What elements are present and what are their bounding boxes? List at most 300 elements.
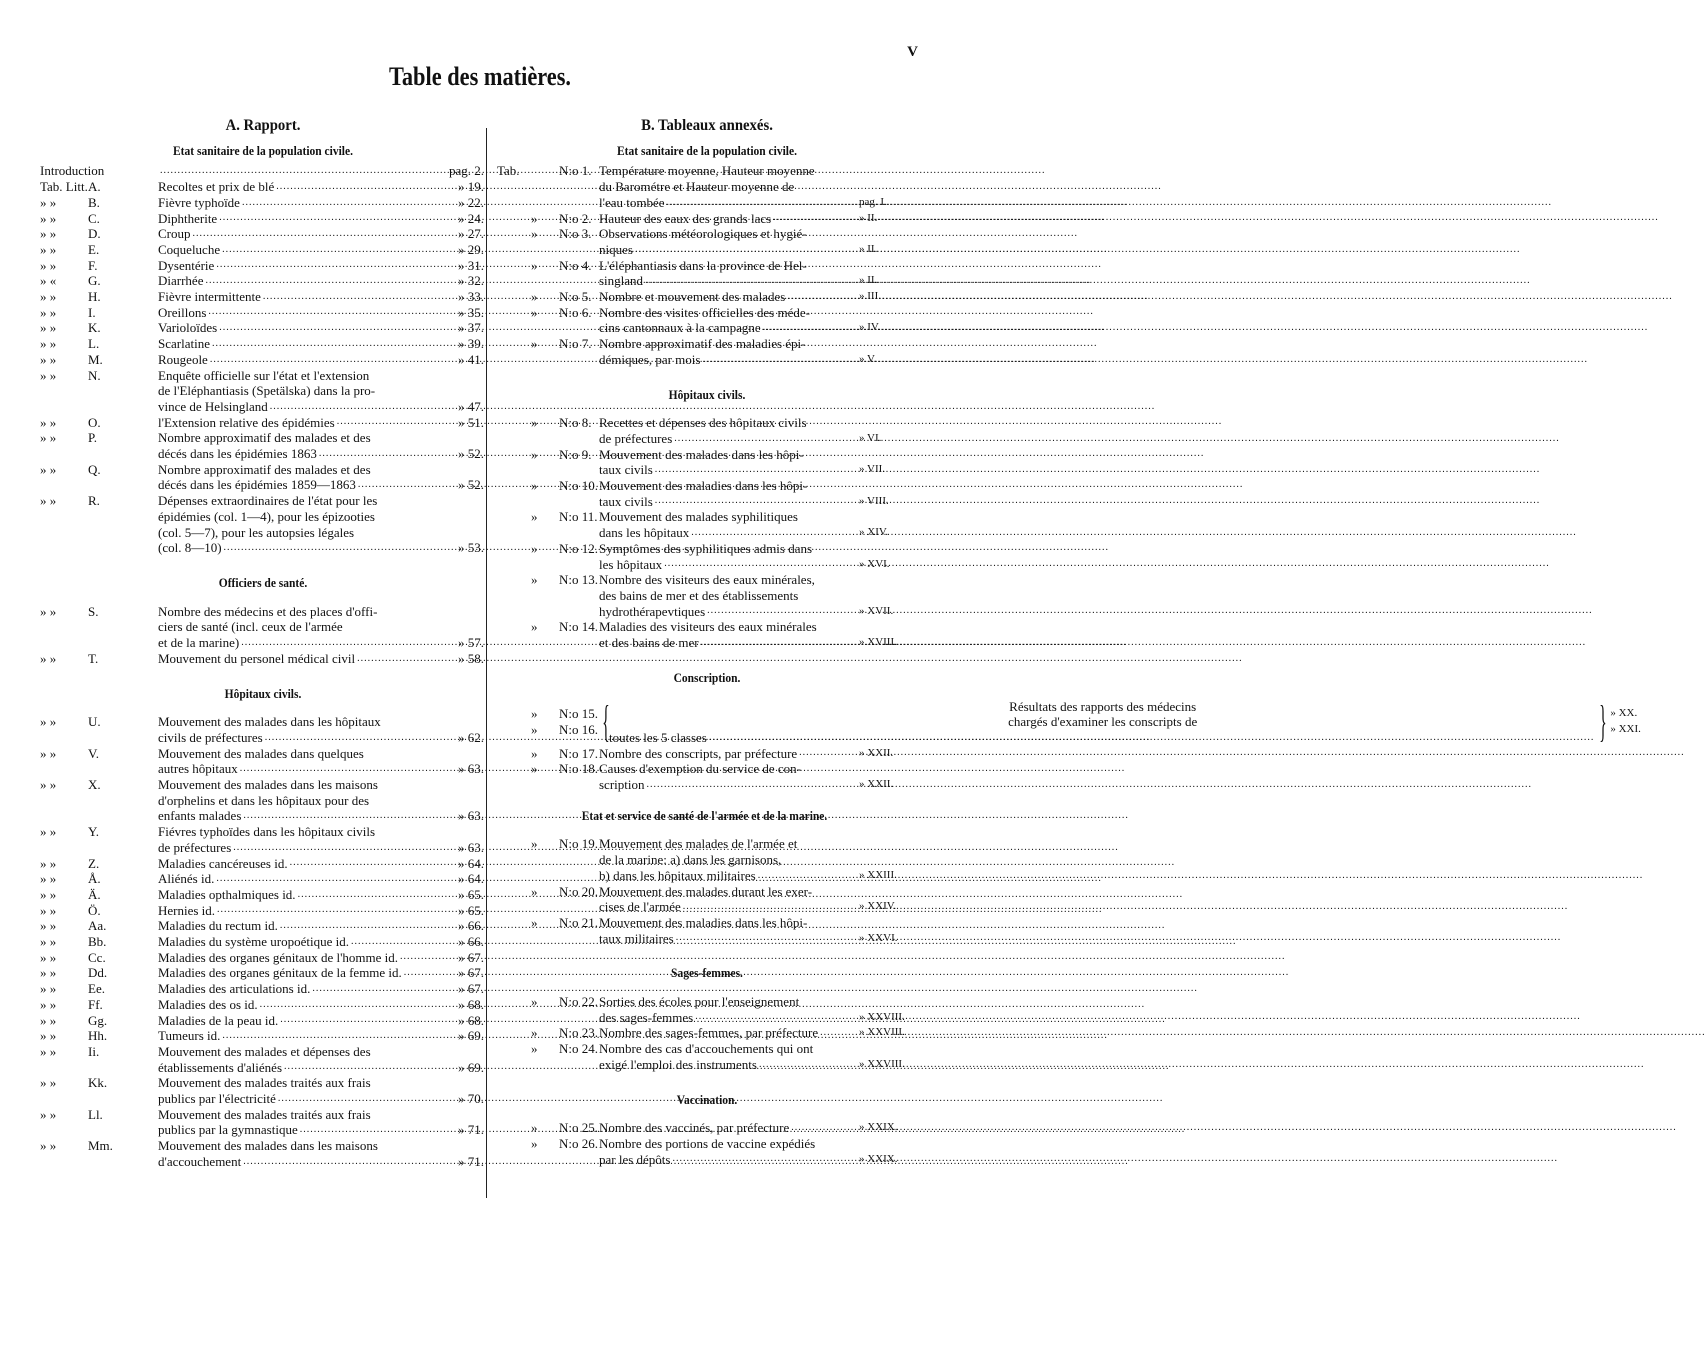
- right-column: [497, 117, 1641, 1167]
- toc-entry: [40, 903, 486, 919]
- ditto-mark: »: [531, 1120, 538, 1136]
- table-marker: » »: [40, 949, 57, 965]
- leader-dots: [655, 465, 853, 475]
- leader-dots: [222, 1031, 428, 1041]
- page-ref: » 65.: [458, 886, 484, 902]
- toc-entry: [497, 226, 917, 257]
- entry-text-line: l'eau tombée: [599, 194, 665, 210]
- table-number: N:o 13.: [559, 572, 598, 588]
- entry-text: [158, 430, 430, 461]
- table-marker: » »: [40, 194, 57, 210]
- leader-dots: [787, 292, 853, 302]
- entry-text: [158, 258, 430, 274]
- page-ref: » XXIX.: [859, 1121, 898, 1134]
- leader-dots: [695, 1012, 853, 1022]
- page-ref: » 52.: [458, 477, 484, 493]
- entry-text: [599, 572, 855, 619]
- entry-last-line: [158, 1013, 430, 1029]
- section-heading: Hôpitaux civils.: [668, 387, 746, 402]
- toc-entry: [40, 1107, 486, 1138]
- ditto-mark: »: [531, 1041, 538, 1057]
- leader-dots: [217, 905, 428, 915]
- entry-text: [158, 871, 430, 887]
- leader-dots: [284, 1062, 428, 1072]
- leader-dots: [216, 874, 428, 884]
- entry-text-line: (col. 5—7), pour les autopsies légales: [158, 524, 355, 540]
- entry-last-line: [158, 934, 430, 950]
- left-column: [40, 118, 486, 1170]
- entry-text-line: exigé l'emploi des instruments: [599, 1056, 757, 1072]
- entry-text-line: singland: [599, 273, 644, 289]
- entry-text: [158, 824, 430, 855]
- toc-entry: [497, 836, 917, 883]
- table-marker: [497, 706, 531, 722]
- toc-entry: [40, 777, 486, 824]
- entry-text: [158, 981, 430, 997]
- table-letter: X.: [88, 777, 101, 793]
- entry-last-line: [158, 1060, 430, 1076]
- ditto-mark: »: [531, 336, 538, 352]
- entry-text-line: vince de Helsingland: [158, 398, 268, 414]
- leader-dots: [702, 355, 853, 365]
- table-letter: R.: [88, 493, 100, 509]
- entry-text-line: Recettes et dépenses des hôpitaux civils: [599, 415, 807, 431]
- entry-text: [158, 950, 430, 966]
- page-ref: » 29.: [458, 241, 484, 257]
- entry-text-line: enfants malades: [158, 808, 242, 824]
- page-ref: pag. 2.: [448, 163, 484, 179]
- toc-entry: [40, 887, 486, 903]
- entry-last-line: [599, 746, 855, 762]
- entry-text-line: Coqueluche: [158, 241, 221, 257]
- section-heading: Etat sanitaire de la population civile.: [617, 143, 797, 158]
- table-number: N:o 10.: [559, 478, 598, 494]
- entry-last-line: [158, 730, 430, 746]
- entry-text: [158, 934, 430, 950]
- entry-text-line: taux civils: [599, 462, 653, 478]
- entry-last-line: [158, 273, 430, 289]
- entry-text: [158, 651, 430, 667]
- ditto-mark: »: [531, 540, 538, 556]
- leader-dots: [820, 1028, 853, 1038]
- entry-text: [158, 1013, 430, 1029]
- entry-text-line: établissements d'aliénés: [158, 1059, 283, 1075]
- page-ref: » 41.: [458, 351, 484, 367]
- toc-entry: [497, 447, 917, 478]
- table-number: N:o 20.: [559, 883, 598, 899]
- table-letter: Cc.: [88, 949, 106, 965]
- table-letter: Ee.: [88, 981, 105, 997]
- leader-dots: [260, 1000, 428, 1010]
- toc-entry: [40, 856, 486, 872]
- entry-last-line: [158, 918, 430, 934]
- table-marker: » »: [40, 886, 57, 902]
- page-ref: » XVII.: [859, 604, 894, 617]
- leader-dots: [243, 1157, 428, 1167]
- ditto-mark: »: [531, 1135, 538, 1151]
- entry-last-line: [158, 320, 430, 336]
- page-ref: » 71.: [458, 1153, 484, 1169]
- table-marker: » »: [40, 934, 57, 950]
- leader-dots: [224, 543, 428, 553]
- entry-last-line: [599, 899, 855, 915]
- page-ref: » 66.: [458, 934, 484, 950]
- entry-text-line: Maladies du système uropoétique id.: [158, 934, 349, 950]
- table-letter: O.: [88, 414, 101, 430]
- page-ref: » XX.: [1610, 707, 1638, 720]
- ditto-mark: »: [531, 1025, 538, 1041]
- entry-last-line: [158, 477, 430, 493]
- entry-text-line: cins cantonnaux à la campagne: [599, 320, 761, 336]
- entry-last-line: [599, 1057, 855, 1073]
- table-letter: F.: [88, 257, 98, 273]
- entry-text-line: Observations météorologiques et hygié-: [599, 226, 807, 242]
- entry-last-line: [599, 242, 855, 258]
- entry-last-line: [599, 557, 855, 573]
- entry-last-line: [158, 1122, 430, 1138]
- entry-last-line: [158, 965, 430, 981]
- leader-dots: [404, 968, 428, 978]
- toc-entry: [497, 761, 917, 792]
- entry-text: [158, 242, 430, 258]
- entry-text: [599, 211, 855, 227]
- leader-dots: [276, 182, 428, 192]
- entry-text: [158, 887, 430, 903]
- ditto-mark: »: [531, 619, 538, 635]
- leader-dots: [791, 1123, 853, 1133]
- entry-text-line: Symptômes des syphilitiques admis dans: [599, 540, 813, 556]
- page-ref: » XXII.: [859, 746, 894, 759]
- entry-last-line: [158, 840, 430, 856]
- page-ref: » XXI.: [1610, 723, 1641, 736]
- leader-dots: [242, 198, 428, 208]
- entry-text: [158, 1075, 430, 1106]
- table-marker: » »: [40, 1106, 57, 1122]
- entry-text-line: Nombre des portions de vaccine expédiés: [599, 1135, 816, 1151]
- entry-text: [158, 289, 430, 305]
- ditto-mark: »: [531, 257, 538, 273]
- leader-dots: [799, 748, 853, 758]
- toc-entry: [497, 1025, 917, 1041]
- table-letter: Kk.: [88, 1075, 108, 1091]
- entry-text-line: Nombre des conscripts, par préfecture: [599, 745, 798, 761]
- table-number: N:o 16.: [559, 722, 598, 738]
- entry-last-line: [158, 856, 430, 872]
- entry-text-line: b) dans les hôpitaux militaires: [599, 867, 756, 883]
- table-number: N:o 12.: [559, 540, 598, 556]
- entry-text: [599, 1041, 855, 1072]
- table-number: N:o 3.: [559, 226, 592, 242]
- entry-last-line: [158, 651, 430, 667]
- toc-entry: [497, 289, 917, 305]
- page-ref: » 19.: [458, 179, 484, 195]
- table-letter: Ii.: [88, 1043, 100, 1059]
- toc-entry: [40, 305, 486, 321]
- table-letter: Ll.: [88, 1106, 103, 1122]
- entry-text: [158, 903, 430, 919]
- table-number: N:o 14.: [559, 619, 598, 635]
- entry-last-line: [158, 336, 430, 352]
- toc-entry: [40, 918, 486, 934]
- ditto-mark: »: [531, 883, 538, 899]
- entry-last-line: [599, 195, 855, 211]
- entry-text-line: par les dépôts: [599, 1151, 671, 1167]
- table-letter: Bb.: [88, 934, 107, 950]
- table-number: N:o 11.: [559, 509, 598, 525]
- page-ref: » 58.: [458, 650, 484, 666]
- toc-entry: [497, 1136, 917, 1167]
- ditto-mark: »: [531, 210, 538, 226]
- entry-text-line: Maladies du rectum id.: [158, 918, 278, 934]
- entry-text-line: Fiévres typhoïdes dans les hôpitaux civils: [158, 824, 376, 840]
- entry-text: [158, 714, 430, 745]
- table-marker: » »: [40, 1012, 57, 1028]
- toc-entry: [40, 242, 486, 258]
- table-marker: [497, 722, 531, 738]
- leader-dots: [664, 559, 853, 569]
- entry-text-line: Maladies des organes génitaux de la femme id.: [158, 965, 402, 981]
- entry-text: [599, 619, 855, 650]
- toc-entry: [40, 430, 486, 461]
- ditto-mark: »: [531, 706, 538, 722]
- entry-last-line: [158, 352, 430, 368]
- entry-last-line: [158, 305, 430, 321]
- toc-entry: [40, 997, 486, 1013]
- entry-text: [158, 352, 430, 368]
- table-letter: L.: [88, 336, 100, 352]
- table-marker: Tab. Litt.: [40, 179, 88, 195]
- entry-text: [158, 211, 430, 227]
- entry-last-line: [158, 950, 430, 966]
- entry-last-line: [158, 903, 430, 919]
- entry-text-line: hydrothérapevtiques: [599, 603, 706, 619]
- leader-dots: [233, 843, 428, 853]
- table-marker: » »: [40, 241, 57, 257]
- entry-text-line: chargés d'examiner les conscripts de: [1008, 714, 1198, 730]
- left-sections: [40, 144, 486, 1170]
- toc-entry: [40, 462, 486, 493]
- toc-intro-row: [40, 163, 486, 179]
- page-number: V: [907, 44, 918, 60]
- leader-dots: [216, 260, 428, 270]
- table-letter: Mm.: [88, 1138, 113, 1154]
- entry-text-line: Nombre et mouvement des malades: [599, 289, 786, 305]
- entry-text-line: Rougeole: [158, 351, 208, 367]
- entry-last-line: [158, 415, 430, 431]
- table-number: N:o 19.: [559, 836, 598, 852]
- entry-text-line: et des bains de mer: [599, 635, 699, 651]
- page-ref: » 63.: [458, 761, 484, 777]
- entry-text-line: Diarrhée: [158, 273, 204, 289]
- toc-entry: [40, 179, 486, 195]
- leader-dots: [645, 276, 853, 286]
- table-marker: » »: [40, 965, 57, 981]
- entry-last-line: [599, 635, 855, 651]
- table-marker: » »: [40, 304, 57, 320]
- page-ref: » 47.: [458, 398, 484, 414]
- page-ref: » 22.: [458, 194, 484, 210]
- toc-entry: [497, 884, 917, 915]
- leader-dots: [263, 292, 428, 302]
- entry-text-line: des sages-femmes: [599, 1009, 694, 1025]
- table-letter: Y.: [88, 824, 99, 840]
- ditto-mark: »: [531, 415, 538, 431]
- table-letter: Å.: [88, 871, 101, 887]
- toc-entry: [497, 211, 917, 227]
- table-marker: » »: [40, 996, 57, 1012]
- leader-dots: [358, 480, 428, 490]
- leader-dots: [240, 764, 428, 774]
- entry-last-line: [158, 399, 430, 415]
- toc-entry: [40, 320, 486, 336]
- leader-dots: [758, 871, 853, 881]
- entry-text-line: Causes d'exemption du service de con-: [599, 761, 801, 777]
- entry-text-line: Mouvement des maladies dans les hôpi-: [599, 914, 808, 930]
- toc-entry: [497, 305, 917, 336]
- entry-last-line: [158, 289, 430, 305]
- entry-last-line: [158, 1154, 430, 1170]
- entry-text-line: Oreillons: [158, 304, 207, 320]
- entry-last-line: [599, 604, 855, 620]
- leader-dots: [763, 323, 853, 333]
- page-ref: » XXVIII.: [859, 1057, 905, 1070]
- entry-text-line: et de la marine): [158, 635, 240, 651]
- leader-dots: [300, 1125, 428, 1135]
- table-letter: C.: [88, 210, 100, 226]
- bracket-pages: [1606, 706, 1668, 737]
- table-letter: K.: [88, 320, 101, 336]
- table-marker: » »: [40, 918, 57, 934]
- entry-text-line: Mouvement des malades durant les exer-: [599, 883, 813, 899]
- entry-text-line: épidémies (col. 1—4), pour les épizooties: [158, 508, 375, 524]
- leader-dots: [674, 434, 853, 444]
- table-letter: Hh.: [88, 1028, 108, 1044]
- page-ref: » 33.: [458, 289, 484, 305]
- toc-entry: [497, 541, 917, 572]
- page-ref: » 66.: [458, 918, 484, 934]
- entry-text: [158, 997, 430, 1013]
- table-marker: » »: [40, 871, 57, 887]
- page-ref: » 68.: [458, 996, 484, 1012]
- table-number: N:o 26.: [559, 1135, 598, 1151]
- ditto-mark: »: [531, 226, 538, 242]
- section-heading: Officiers de santé.: [218, 575, 308, 590]
- entry-text-line: Fièvre intermittente: [158, 289, 261, 305]
- entry-text-line: Hauteur des eaux des grands lacs: [599, 210, 772, 226]
- table-marker: » »: [40, 745, 57, 761]
- entry-text-line: Nombre des visites officielles des méde-: [599, 304, 810, 320]
- entry-text-line: Maladies des visiteurs des eaux minérales: [599, 619, 817, 635]
- entry-text: [158, 1028, 430, 1044]
- page-ref: » VI.: [859, 431, 882, 444]
- table-letter: V.: [88, 745, 99, 761]
- entry-text-line: Maladies opthalmiques id.: [158, 886, 296, 902]
- toc-entry: [40, 950, 486, 966]
- page-ref: » 39.: [458, 336, 484, 352]
- toc-entry: [40, 273, 486, 289]
- page-ref: » XXII.: [859, 778, 894, 791]
- entry-text-line: Tumeurs id.: [158, 1028, 221, 1044]
- entry-text: [599, 1120, 855, 1136]
- entry-last-line: [158, 242, 430, 258]
- page-ref: » XXVIII.: [859, 1026, 905, 1039]
- ditto-mark: »: [531, 304, 538, 320]
- table-letter: U.: [88, 714, 101, 730]
- toc-entry: [40, 352, 486, 368]
- entry-last-line: [158, 195, 430, 211]
- page-ref: » 52.: [458, 446, 484, 462]
- toc-entry: [40, 493, 486, 556]
- leader-dots: [278, 1094, 428, 1104]
- page-ref: » 71.: [458, 1122, 484, 1138]
- page-ref: » XXIV.: [859, 900, 897, 913]
- table-number: N:o 4.: [559, 257, 592, 273]
- entry-text-line: Nombre des médecins et des places d'offi-: [158, 603, 378, 619]
- table-letter: M.: [88, 351, 103, 367]
- entry-text-line: d'orphelins et dans les hôpitaux pour des: [158, 792, 370, 808]
- entry-text-line: dans les hôpitaux: [599, 525, 690, 541]
- entry-text-line: Varioloïdes: [158, 320, 218, 336]
- entry-last-line: [599, 431, 855, 447]
- page-ref: » 67.: [458, 981, 484, 997]
- entry-text-line: Nombre approximatif des malades et des: [158, 430, 371, 446]
- entry-last-line: [158, 446, 430, 462]
- entry-text: [158, 965, 430, 981]
- entry-text: [158, 273, 430, 289]
- page-ref: » 31.: [458, 257, 484, 273]
- leader-dots: [280, 1015, 428, 1025]
- entry-text: [599, 163, 855, 210]
- table-marker: » »: [40, 430, 57, 446]
- entry-last-line: [609, 730, 1596, 746]
- entry-text-line: de préfectures: [599, 430, 673, 446]
- table-number: N:o 6.: [559, 304, 592, 320]
- page-ref: » XVIII.: [859, 636, 897, 649]
- table-marker: » »: [40, 1138, 57, 1154]
- bracket-label-row: [497, 706, 599, 722]
- page-ref: » V.: [859, 352, 877, 365]
- table-number: N:o 25.: [559, 1120, 598, 1136]
- toc-entry: [497, 478, 917, 509]
- entry-last-line: [599, 211, 855, 227]
- page-ref: » 24.: [458, 210, 484, 226]
- table-letter: E.: [88, 241, 100, 257]
- leader-dots: [691, 528, 853, 538]
- page-ref: » II.: [859, 242, 878, 255]
- leader-dots: [243, 811, 428, 821]
- entry-last-line: [158, 635, 430, 651]
- toc-entry: [40, 1075, 486, 1106]
- page-ref: » 65.: [458, 902, 484, 918]
- page-ref: » XVI.: [859, 557, 890, 570]
- entry-text: [599, 305, 855, 336]
- entry-text: [599, 336, 855, 367]
- leader-dots: [205, 276, 428, 286]
- entry-last-line: [158, 997, 430, 1013]
- entry-text-line: de préfectures: [158, 839, 232, 855]
- table-marker: » »: [40, 1043, 57, 1059]
- entry-last-line: [599, 1152, 855, 1168]
- page-ref: » 35.: [458, 304, 484, 320]
- entry-last-line: [599, 525, 855, 541]
- toc-entry: [40, 604, 486, 651]
- table-number: N:o 15.: [559, 706, 598, 722]
- table-marker: » »: [40, 226, 57, 242]
- section-heading: Vaccination.: [676, 1092, 738, 1107]
- entry-last-line: [599, 273, 855, 289]
- leader-dots: [672, 1154, 853, 1164]
- toc-entry: [497, 509, 917, 540]
